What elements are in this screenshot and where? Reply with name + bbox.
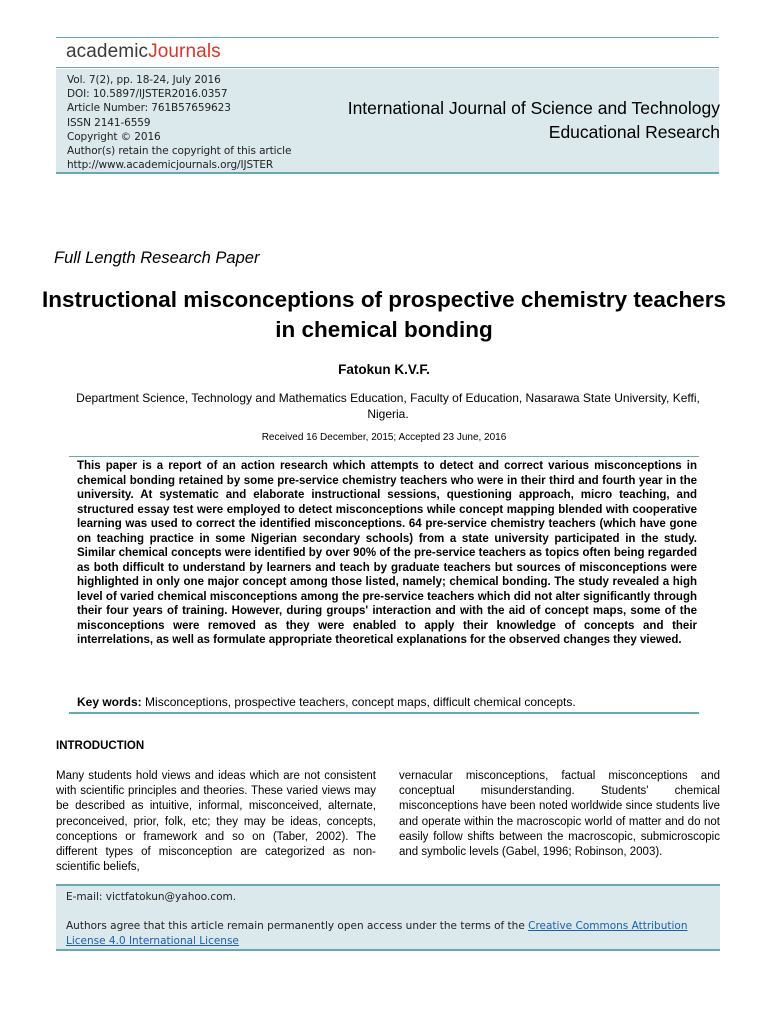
corresponding-email: E-mail: victfatokun@yahoo.com. <box>66 891 237 903</box>
meta-copyright: Copyright © 2016 <box>67 130 161 143</box>
journal-name <box>348 96 720 144</box>
body-column-right: vernacular misconceptions, factual misconceptions and conceptual misunderstanding. Students' chemical misconceptions have been noted worldwide since students live and operate within the macroscopic world of matter and do not easily follow shifts between the macroscopic, submicroscopic and symbolic levels (Gabel, 1996; Robinson, 2003). <box>399 770 720 859</box>
abstract-rule-bottom <box>69 712 699 714</box>
author-name: Fatokun K.V.F. <box>338 362 430 377</box>
journal-name-line2: Educational Research <box>548 122 720 142</box>
abstract-rule-top <box>69 456 699 457</box>
keywords-label: Key words: <box>77 695 142 709</box>
logo-prefix: academic <box>66 41 149 62</box>
journal-name-line1: International Journal of Science and Technology <box>347 98 720 118</box>
meta-volume: Vol. 7(2), pp. 18-24, July 2016 <box>67 74 221 86</box>
body-column-left: Many students hold views and ideas which are not consistent with scientific principles and theories. These varied views may be described as intuitive, informal, misconceived, alternate, preconceived, prior, folk, etc; they may be ideas, concepts, conceptions or framework and so on (Taber, 2002). The different types of misconception are categorized as non-scientific beliefs, <box>56 770 376 874</box>
logo-rule <box>56 67 719 68</box>
paper-type: Full Length Research Paper <box>54 249 260 267</box>
section-heading-introduction: INTRODUCTION <box>56 740 145 752</box>
meta-doi: DOI: 10.5897/IJSTER2016.0357 <box>67 88 228 101</box>
paper-title: Instructional misconceptions of prospective chemistry teachers in chemical bonding <box>42 287 726 342</box>
meta-rights: Author(s) retain the copyright of this article <box>67 145 292 158</box>
received-dates: Received 16 December, 2015; Accepted 23 June, 2016 <box>261 432 507 443</box>
license-text: Authors agree that this article remain permanently open access under the terms of the <box>66 920 529 932</box>
article-meta <box>67 73 291 172</box>
keywords <box>77 695 697 709</box>
logo-suffix: Journals <box>148 41 221 62</box>
license-note <box>66 919 716 949</box>
keywords-text: Misconceptions, prospective teachers, concept maps, difficult chemical concepts. <box>145 695 576 709</box>
author-affiliation: Department Science, Technology and Mathematics Education, Faculty of Education, Nasarawa State University, Keffi, Nigeria. <box>76 391 700 421</box>
abstract: This paper is a report of an action research which attempts to detect and correct various misconceptions in chemical bonding retained by some pre-service chemistry teachers who were in their third and fourth year in the university. At systematic and elaborate instructional sessions, questioning approach, micro teaching, and structured essay test were employed to detect misconceptions while concept mapping blended with cooperative learning was used to correct the identified misconceptions. 64 pre-service chemistry teachers (which have gone on teaching practice in some Nigerian secondary schools) from a state university participated in the study. Similar chemical concepts were identified by over 90% of the pre-service teachers as topics often being regarded as both difficult to understand by learners and teach by graduate teachers but sources of misconceptions were highlighted in only one major concept among those listed, namely; chemical bonding. The study revealed a high level of varied chemical misconceptions among the pre-service teachers which did not alter significantly through their four years of training. However, during groups' interaction and with the aid of concept maps, some of the misconceptions were removed as they were enabled to apply their knowledge of concepts and their interrelations, as well as formulate appropriate theoretical explanations for the observed changes they viewed. <box>77 460 697 646</box>
license-link[interactable]: Creative Commons Attribution License 4.0 International License <box>66 920 688 947</box>
meta-issn: ISSN 2141-6559 <box>67 116 151 129</box>
publisher-logo <box>66 41 221 63</box>
meta-url[interactable]: http://www.academicjournals.org/IJSTER <box>67 159 274 172</box>
top-rule <box>56 37 719 38</box>
meta-article-number: Article Number: 761B57659623 <box>67 102 231 115</box>
